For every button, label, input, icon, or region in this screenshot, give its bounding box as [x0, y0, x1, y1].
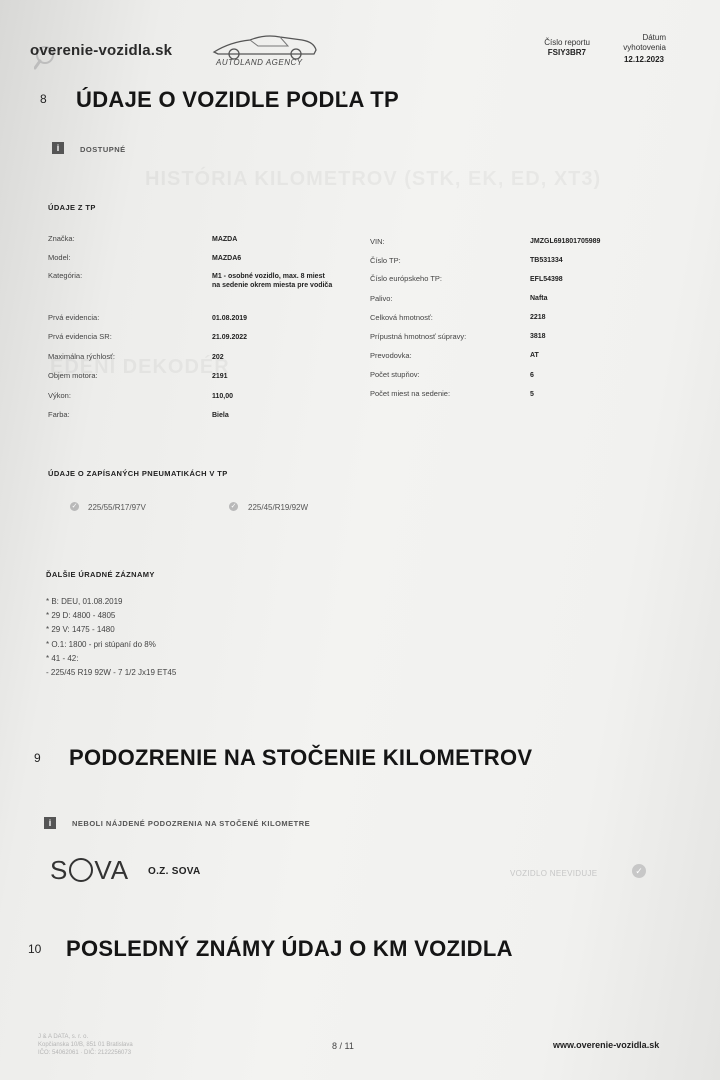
category-value: M1 - osobné vozidlo, max. 8 miest na sedenie okrem miesta pre vodiča	[212, 273, 333, 289]
footer-url[interactable]: www.overenie-vozidla.sk	[553, 1040, 660, 1050]
tp-number-label: Číslo TP:	[370, 256, 401, 265]
record-line: * O.1: 1800 - pri stúpaní do 8%	[46, 640, 156, 649]
section-9-title: PODOZRENIE NA STOČENIE KILOMETROV	[69, 745, 533, 770]
category-label: Kategória:	[48, 271, 83, 280]
sova-name: O.Z. SOVA	[148, 866, 201, 877]
color-value: Biela	[212, 412, 229, 419]
first-registration-sr-value: 21.09.2022	[212, 334, 248, 341]
combination-weight-label: Prípustná hmotnosť súpravy:	[370, 332, 467, 341]
vin-value: JMZGL691801705989	[530, 238, 601, 245]
first-registration-sr-label: Prvá evidencia SR:	[48, 332, 112, 341]
color-label: Farba:	[48, 410, 70, 419]
fuel-value: Nafta	[530, 295, 548, 302]
tyre-size-1: 225/55/R17/97V	[88, 503, 146, 512]
section-10-title: POSLEDNÝ ZNÁMY ÚDAJ O KM VOZIDLA	[66, 936, 513, 961]
check-icon: ✓	[71, 503, 78, 510]
record-line: * 29 V: 1475 - 1480	[46, 625, 115, 634]
section-8-number: 8	[40, 92, 47, 106]
first-registration-value: 01.08.2019	[212, 315, 248, 322]
total-weight-value: 2218	[530, 314, 546, 321]
record-line: * 29 D: 4800 - 4805	[46, 611, 116, 620]
european-tp-value: EFL54398	[530, 276, 563, 283]
record-line: * 41 - 42:	[46, 654, 79, 663]
date-value: 12.12.2023	[623, 55, 664, 64]
engine-volume-label: Objem motora:	[48, 371, 98, 380]
brand-label: Značka:	[48, 234, 75, 243]
tyre-size-2: 225/45/R19/92W	[248, 503, 309, 512]
combination-weight-value: 3818	[530, 333, 546, 340]
tp-number-value: TB531334	[530, 257, 563, 264]
site-logo: overenie-vozidla.sk	[30, 42, 173, 59]
seats-value: 5	[530, 391, 534, 398]
tyres-heading: ÚDAJE O ZAPÍSANÝCH PNEUMATIKÁCH V TP	[48, 469, 228, 478]
vin-label: VIN:	[370, 237, 385, 246]
footer-company: J & A DATA, s. r. o.	[38, 1034, 89, 1040]
total-weight-label: Celková hmotnosť:	[370, 313, 433, 322]
brand-value: MAZDA	[212, 236, 238, 243]
info-icon: i	[52, 142, 64, 154]
model-value: MAZDA6	[212, 255, 242, 262]
owl-eye-icon	[69, 858, 93, 882]
report-number-label: Číslo reportu	[544, 38, 590, 47]
tp-data-heading: ÚDAJE Z TP	[48, 203, 96, 212]
sova-status: VOZIDLO NEEVIDUJE	[510, 869, 598, 878]
section-8-title: ÚDAJE O VOZIDLE PODĽA TP	[76, 87, 399, 112]
section-9-number: 9	[34, 751, 41, 765]
footer-ids: IČO: 54062061 · DIČ: 2122256073	[38, 1050, 132, 1056]
section-9-status: NEBOLI NÁJDENÉ PODOZRENIA NA STOČENÉ KILOMETRE	[72, 819, 311, 828]
max-speed-value: 202	[212, 354, 224, 361]
power-value: 110,00	[212, 393, 234, 400]
transmission-value: AT	[530, 352, 539, 359]
info-icon: i	[44, 817, 56, 829]
gears-value: 6	[530, 372, 534, 379]
fuel-label: Palivo:	[370, 294, 393, 303]
section-10-number: 10	[28, 942, 42, 956]
max-speed-label: Maximálna rýchlosť:	[48, 352, 115, 361]
brand-name: AUTOLAND AGENCY	[216, 58, 303, 67]
check-icon: ✓	[632, 864, 646, 878]
footer-street: Kopčianska 10/B, 851 01 Bratislava	[38, 1042, 133, 1048]
records-heading: ĎALŠIE ÚRADNÉ ZÁZNAMY	[46, 570, 155, 579]
page-number: 8 / 11	[332, 1041, 354, 1051]
power-label: Výkon:	[48, 391, 71, 400]
first-registration-label: Prvá evidencia:	[48, 313, 100, 322]
footer-address	[38, 1033, 133, 1057]
european-tp-label: Číslo európskeho TP:	[370, 274, 442, 283]
ghost-text-1	[145, 168, 601, 191]
transmission-label: Prevodovka:	[370, 351, 412, 360]
date-label	[596, 33, 666, 53]
sova-logo-va: VA	[94, 855, 130, 885]
date-label-line1: Dátum	[642, 33, 666, 42]
model-label: Model:	[48, 253, 71, 262]
gears-label: Počet stupňov:	[370, 370, 420, 379]
sova-logo	[50, 855, 129, 886]
date-label-line2: vyhotovenia	[623, 43, 666, 52]
record-line: - 225/45 R19 92W - 7 1/2 Jx19 ET45	[46, 668, 177, 677]
seats-label: Počet miest na sedenie:	[370, 389, 451, 398]
engine-volume-value: 2191	[212, 373, 228, 380]
check-icon: ✓	[230, 503, 237, 510]
section-8-status: DOSTUPNÉ	[80, 145, 126, 154]
record-line: * B: DEU, 01.08.2019	[46, 597, 123, 606]
sova-logo-s: S	[50, 855, 69, 885]
report-number-value: FSIY3BR7	[547, 48, 586, 57]
